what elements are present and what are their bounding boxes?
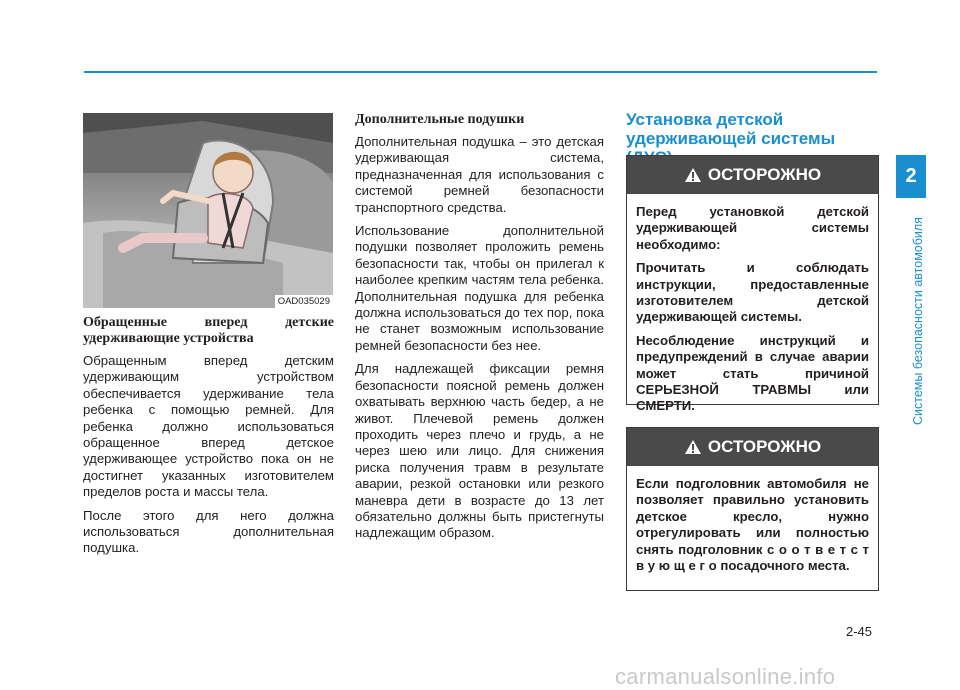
left-heading: Обращенные вперед детские удерживающие устройства xyxy=(83,315,334,346)
middle-column xyxy=(355,112,604,549)
warning-body xyxy=(627,194,878,424)
middle-paragraph: Дополнительная подушка – это детская удерживающая система, предназначенная для использования с системой ремней безопасности транспортного средства. xyxy=(355,134,604,215)
warning-triangle-icon xyxy=(684,167,702,183)
middle-heading: Дополнительные подушки xyxy=(355,112,525,127)
warning-label: ОСТОРОЖНО xyxy=(707,165,822,184)
warning-box xyxy=(626,155,879,414)
child-seat-illustration xyxy=(83,113,333,308)
warning-text: Если подголовник автомобиля не позволяет правильно установить детское кресло, нужно отрегулировать или полностью снять подголовник с о о т в е т с т в у ю щ е г о посадочного места. xyxy=(636,476,869,574)
warning-header xyxy=(627,428,878,466)
watermark: carmanualsonline.info xyxy=(615,664,836,689)
warning-triangle-icon xyxy=(684,439,702,455)
warning-label: ОСТОРОЖНО xyxy=(707,437,822,456)
warning-text: Прочитать и соблюдать инструкции, предоставленные изготовителем детской удерживающей системы. xyxy=(636,260,869,325)
warning-header xyxy=(627,156,878,194)
left-paragraph: После этого для него должна использоваться дополнительная подушка. xyxy=(83,507,334,556)
section-title: Установка детской удерживающей системы xyxy=(626,110,836,148)
warning-box xyxy=(626,427,879,591)
left-paragraph: Обращенным вперед детским удерживающим устройством обеспечивается удерживание тела ребенка с помощью ремней. Для ребенка должно использоваться обращенное вперед детское удерживающее устройство пока он не достигнет указанных изготовителем пределов роста и массы тела. xyxy=(83,353,334,500)
middle-paragraph: Использование дополнительной подушки позволяет проложить ремень безопасности так, чтобы он прилегал к наиболее крепким частям тела ребенка. Дополнительная подушка для ребенка должна использоваться до тех пор, пока не станет возможным использование ремней безопасности без нее. xyxy=(355,223,604,353)
child-seat-photo xyxy=(83,113,333,308)
top-rule xyxy=(84,71,877,73)
middle-paragraph: Для надлежащей фиксации ремня безопасности поясной ремень должен охватывать верхнюю часть бедер, а не живот. Плечевой ремень должен проходить через плечо и грудь, а не через шею или лицо. Для снижения риска получения травм в результате аварии, резкой остановки или резкого маневра дети в возрасте до 13 лет обязательно должны быть пристегнуты надлежащим образом. xyxy=(355,361,604,541)
left-column xyxy=(83,315,334,564)
warning-body xyxy=(627,466,878,583)
chapter-tab: 2 xyxy=(896,155,926,198)
chapter-label: Системы безопасности автомобиля xyxy=(911,217,925,425)
warning-text: Несоблюдение инструкций и предупреждений в случае аварии может стать причиной СЕРЬЕЗНОЙ ТРАВМЫ или СМЕРТИ. xyxy=(636,332,869,414)
photo-code: OAD035029 xyxy=(275,295,333,308)
warning-text: Перед установкой детской удерживающей системы необходимо: xyxy=(636,204,869,252)
page-number: 2-45 xyxy=(846,624,873,639)
